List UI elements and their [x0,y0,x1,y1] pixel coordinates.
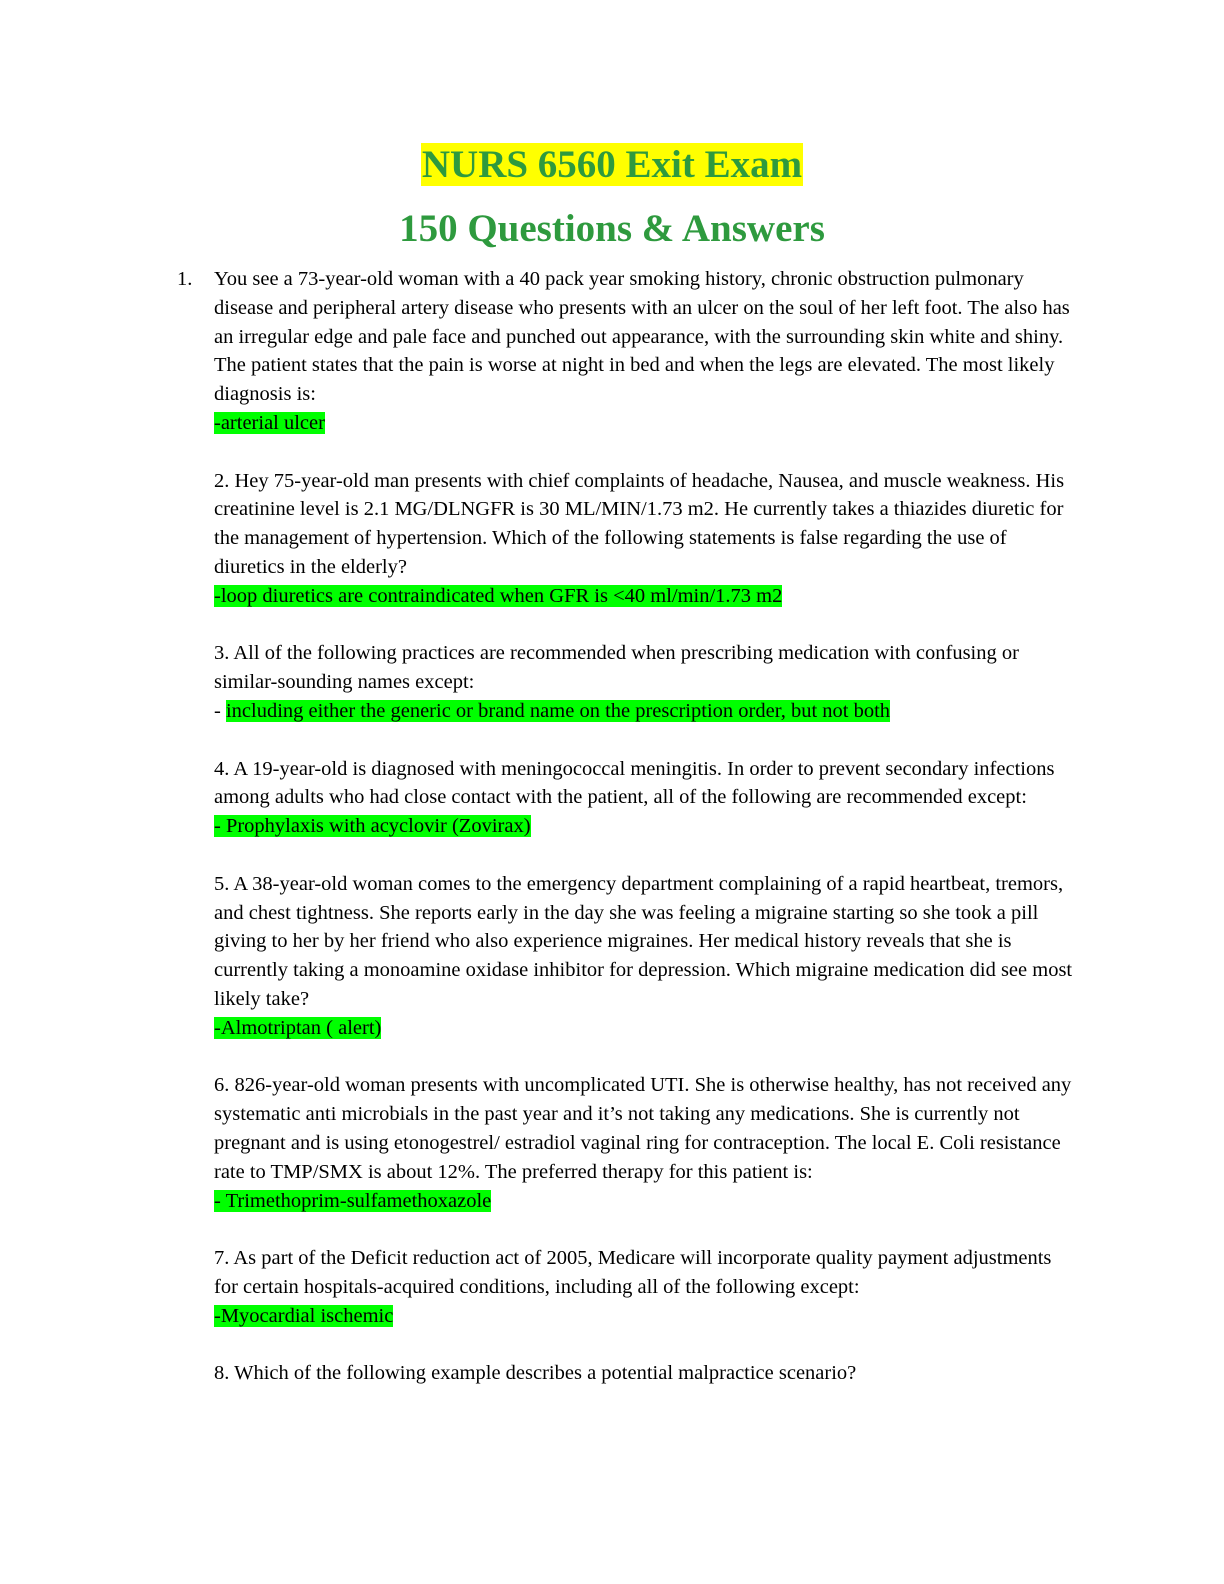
answer-5 [214,1014,1074,1043]
answer-2 [214,582,1074,611]
answer-7 [214,1302,1074,1331]
answer-3-highlight: including either the generic or brand name on the prescription order, but not both [225,699,891,722]
exam-title-text: NURS 6560 Exit Exam [421,143,803,186]
answer-1 [214,409,1074,438]
question-5 [214,870,1074,1043]
exam-subtitle: 150 Questions & Answers [399,207,825,250]
question-3-text: 3. All of the following practices are recommended when prescribing medication with confusing or similar-sounding names except: [214,642,1019,694]
answer-1-highlight: -arterial ulcer [214,411,325,434]
exam-title [0,142,1224,188]
answer-3 [214,697,1074,726]
question-7 [214,1244,1074,1330]
question-2 [214,467,1074,611]
answer-4-highlight: - Prophylaxis with acyclovir (Zovirax) [214,815,531,838]
question-6 [214,1071,1074,1215]
question-7-text: 7. As part of the Deficit reduction act of 2005, Medicare will incorporate quality payment adjustments for certain hospitals-acquired conditions, including all of the following except: [214,1247,1052,1298]
question-1-text: You see a 73-year-old woman with a 40 pack year smoking history, chronic obstruction pulmonary disease and peripheral artery disease who presents with an ulcer on the soul of her left foot. The also has an irregular edge and pale face and punched out appearance, with the surrounding skin white and shiny. The patient states that the pain is worse at night in bed and when the legs are elevated. The most likely diagnosis is: [214,268,1070,406]
answer-4 [214,812,1074,841]
question-4 [214,755,1074,841]
answer-7-highlight: -Myocardial ischemic [214,1304,394,1327]
question-1-body [177,265,1074,409]
answer-2-highlight: -loop diuretics are contraindicated when GFR is <40 ml/min/1.73 m2 [214,584,783,607]
question-1 [177,265,1074,438]
answer-5-highlight: -Almotriptan ( alert) [214,1016,382,1039]
question-6-text: 6. 826-year-old woman presents with uncomplicated UTI. She is otherwise healthy, has not received any systematic anti microbials in the past year and it’s not taking any medications. She is currently not pregnant and is using etonogestrel/ estradiol vaginal ring for contraception. The local E. Coli resistance rate to TMP/SMX is about 12%. The preferred therapy for this patient is: [214,1074,1072,1183]
question-8-text: 8. Which of the following example describes a potential malpractice scenario? [214,1362,857,1385]
question-list [177,265,1074,1417]
question-3 [214,639,1074,725]
question-8 [214,1359,1074,1388]
question-4-text: 4. A 19-year-old is diagnosed with meningococcal meningitis. In order to prevent secondary infections among adults who had close contact with the patient, all of the following are recommended except: [214,757,1055,809]
answer-6-highlight: - Trimethoprim-sulfamethoxazole [214,1189,492,1212]
question-1-number: 1. [177,268,193,290]
answer-3-prefix: - [214,699,226,722]
question-5-text: 5. A 38-year-old woman comes to the emergency department complaining of a rapid heartbeat, tremors, and chest tightness. She reports early in the day she was feeling a migraine starting so she took a pill giving to her by her friend who also experience migraines. Her medical history reveals that she is currently taking a monoamine oxidase inhibitor for depression. Which migraine medication did see most likely take? [214,872,1073,1010]
answer-6 [214,1187,1074,1216]
question-2-text: 2. Hey 75-year-old man presents with chief complaints of headache, Nausea, and muscle weakness. His creatinine level is 2.1 MG/DLNGFR is 30 ML/MIN/1.73 m2. He currently takes a thiazides diuretic for the management of hypertension. Which of the following statements is false regarding the use of diuretics in the elderly? [214,469,1065,578]
